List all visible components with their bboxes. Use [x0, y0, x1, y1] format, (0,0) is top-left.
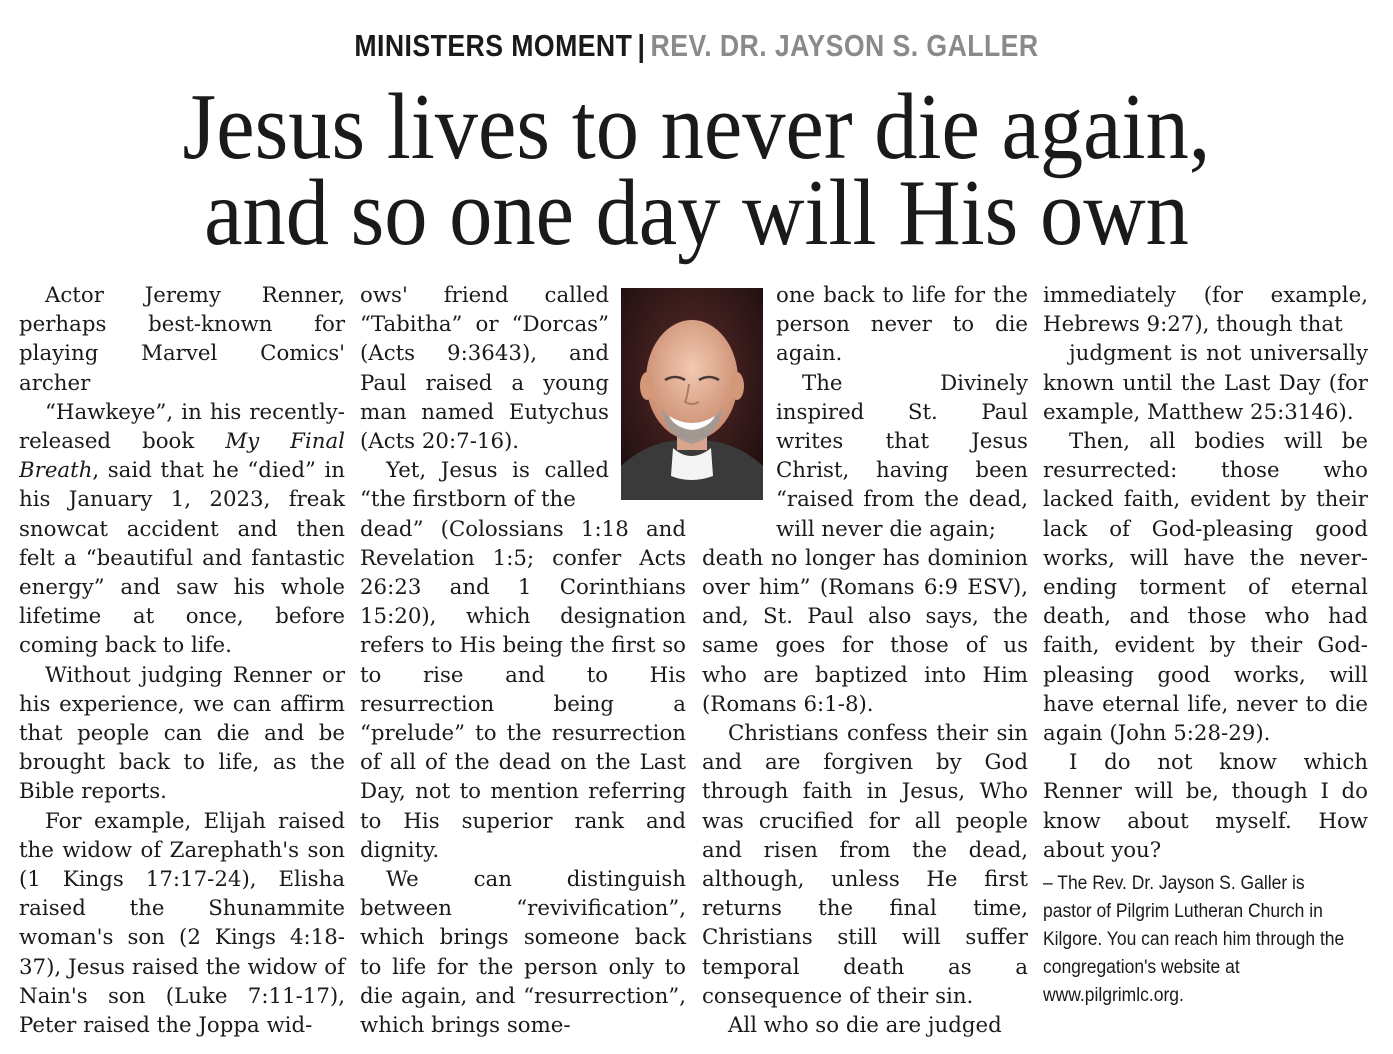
article-column-4 [1043, 281, 1368, 1010]
headline-line-1: Jesus lives to never die again, [182, 75, 1211, 179]
article-paragraph: Yet, Jesus is called “the firstborn of the [360, 458, 609, 513]
article-paragraph: death no longer has dominion over him” (Romans 6:9 ESV), and, St. Paul also says, the same goes for those of us who are baptized into Him (Romans 6:1-8). [702, 545, 1028, 717]
article-paragraph: For example, Elijah raised the widow of Zarephath's son (1 Kings 17:17-24), Elisha raised the Shunammite woman's son (2 Kings 4:18-37), Jesus raised the widow of Nain's son (Luke 7:11-17), Peter raised the Joppa wid- [19, 808, 345, 1039]
article-paragraph: immediately (for example, Hebrews 9:27), though that [1043, 283, 1368, 338]
article-paragraph: “Hawkeye”, in his recently-released book My Final Breath, said that he “died” in his January 1, 2023, freak snowcat accident and then felt a “beautiful and fantastic energy” and saw his whole lifetime at once, before coming back to life. [19, 399, 345, 659]
article-paragraph: Without judging Renner or his experience, we can affirm that people can die and be brought back to life, as the Bible reports. [19, 662, 345, 805]
book-title: My Final Breath [19, 429, 345, 484]
article-paragraph: Christians confess their sin and are forgiven by God through faith in Jesus, Who was crucified for all people and risen from the dead, although, unless He first returns the final time, Christians still will suffer temporal death as a consequence of their sin. [702, 721, 1028, 1009]
byline-author: REV. DR. JAYSON S. GALLER [650, 28, 1039, 63]
headline-line-2: and so one day will His own [204, 161, 1189, 265]
section-kicker [98, 28, 1296, 64]
article-paragraph: Actor Jeremy Renner, perhaps best-known for playing Marvel Comics' archer [19, 283, 345, 396]
article-paragraph: dead” (Colossians 1:18 and Revelation 1:5; confer Acts 26:23 and 1 Corinthians 15:20), which designation refers to His being the first so to rise and to His resurrection being a “prelude” to the resurrection of all of the dead on the Last Day, not to mention referring to His superior rank and dignity. [360, 516, 686, 863]
section-name: MINISTERS MOMENT [354, 28, 633, 63]
kicker-separator: | [637, 28, 646, 63]
article-paragraph: The Divinely inspired St. Paul writes that Jesus Christ, having been “raised from the dead, will never die again; [776, 370, 1028, 542]
article-paragraph: one back to life for the person never to die again. [776, 283, 1028, 367]
article-column-3 [702, 281, 1028, 1040]
author-bio: – The Rev. Dr. Jayson S. Galler is pastor of Pilgrim Lutheran Church in Kilgore. You can reach him through the congregation's website at www.pilgrimlc.org. [1043, 873, 1345, 1007]
article-paragraph: All who so die are judged [728, 1013, 1002, 1039]
article-paragraph: ows' friend called “Tabitha” or “Dorcas” (Acts 9:3643), and Paul raised a young man named Eutychus (Acts 20:7-16). [360, 283, 609, 455]
article-paragraph: judgment is not universally known until the Last Day (for example, Matthew 25:3146). [1043, 341, 1368, 425]
article-paragraph: We can distinguish between “revivification”, which brings someone back to life for the person only to die again, and “resurrection”, which brings some- [360, 867, 686, 1039]
article-paragraph: Then, all bodies will be resurrected: those who lacked faith, evident by their lack of God-pleasing good works, will have the never-ending torment of eternal death, and those who had faith, evident by their God-pleasing good works, will have eternal life, never to die again (John 5:28-29). [1043, 429, 1368, 747]
article-column-1 [19, 281, 345, 1040]
article-paragraph: I do not know which Renner will be, though I do know about myself. How about you? [1043, 750, 1368, 863]
